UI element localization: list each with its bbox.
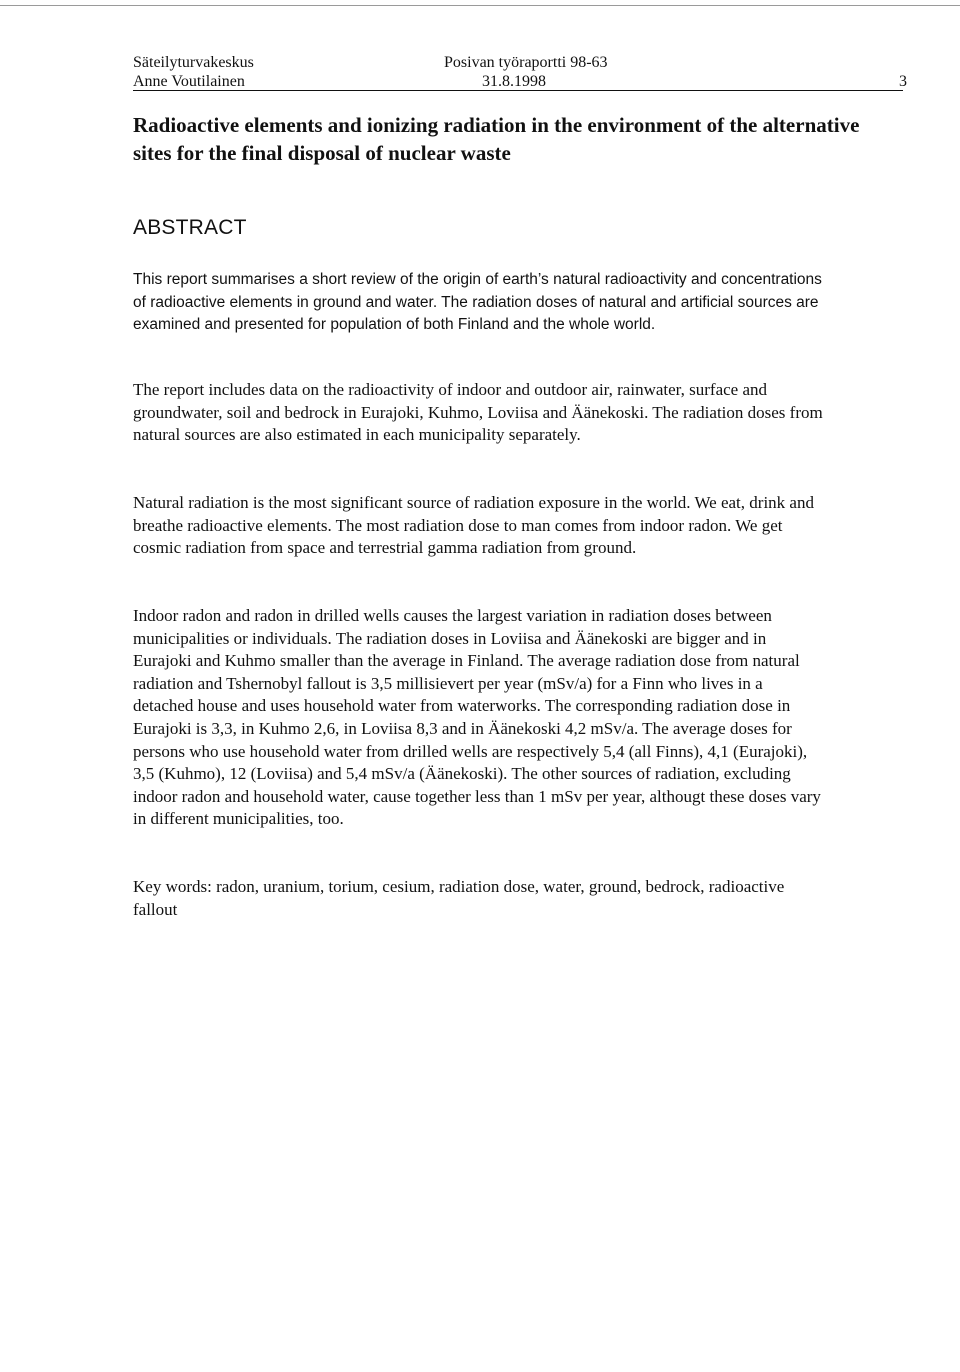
header-center-block (444, 53, 608, 91)
header-left-block (133, 53, 254, 91)
abstract-paragraph-4: Indoor radon and radon in drilled wells causes the largest variation in radiation doses between municipalities or individuals. The radiation doses in Loviisa and Äänekoski are bigger and in Eurajoki and Kuhmo smaller than the average in Finland. The average radiation dose from natural radiation and Tshernobyl fallout is 3,5 millisievert per year (mSv/a) for a Finn who lives in a detached house and uses household water from waterworks. The corresponding radiation dose in Eurajoki is 3,3, in Kuhmo 2,6, in Loviisa 8,3 and in Äänekoski 4,2 mSv/a. The average doses for persons who use household water from drilled wells are respectively 5,4 (all Finns), 4,1 (Eurajoki), 3,5 (Kuhmo), 12 (Loviisa) and 5,4 mSv/a (Äänekoski). The other sources of radiation, excluding indoor radon and household water, cause together less than 1 mSv per year, althougt these doses vary in different municipalities, too. (133, 606, 821, 829)
scan-edge-line (0, 5, 960, 6)
header-rule (133, 90, 903, 91)
abstract-paragraph-3: Natural radiation is the most significant source of radiation exposure in the world. We eat, drink and breathe radioactive elements. The most radiation dose to man comes from indoor radon. We get cosmic radiation from space and terrestrial gamma radiation from ground. (133, 493, 814, 558)
keywords-paragraph: Key words: radon, uranium, torium, cesium, radiation dose, water, ground, bedrock, radioactive fallout (133, 877, 785, 919)
header-organization: Säteilyturvakeskus (133, 54, 254, 71)
header-date: 31.8.1998 (482, 73, 546, 90)
abstract-paragraph-1: This report summarises a short review of the origin of earth’s natural radioactivity and concentrations of radioactive elements in ground and water. The radiation doses of natural and artificial sources are examined and presented for population of both Finland and the whole world. (133, 271, 822, 334)
header-page-number: 3 (899, 73, 907, 90)
document-title: Radioactive elements and ionizing radiation in the environment of the alternative sites for the final disposal of nuclear waste (133, 113, 860, 165)
abstract-paragraph-2: The report includes data on the radioactivity of indoor and outdoor air, rainwater, surface and groundwater, soil and bedrock in Eurajoki, Kuhmo, Loviisa and Äänekoski. The radiation doses from natural sources are also estimated in each municipality separately. (133, 380, 823, 445)
page-header (133, 53, 907, 95)
abstract-heading: ABSTRACT (133, 216, 247, 239)
header-report-id: Posivan työraportti 98-63 (444, 54, 608, 71)
header-author: Anne Voutilainen (133, 73, 245, 90)
